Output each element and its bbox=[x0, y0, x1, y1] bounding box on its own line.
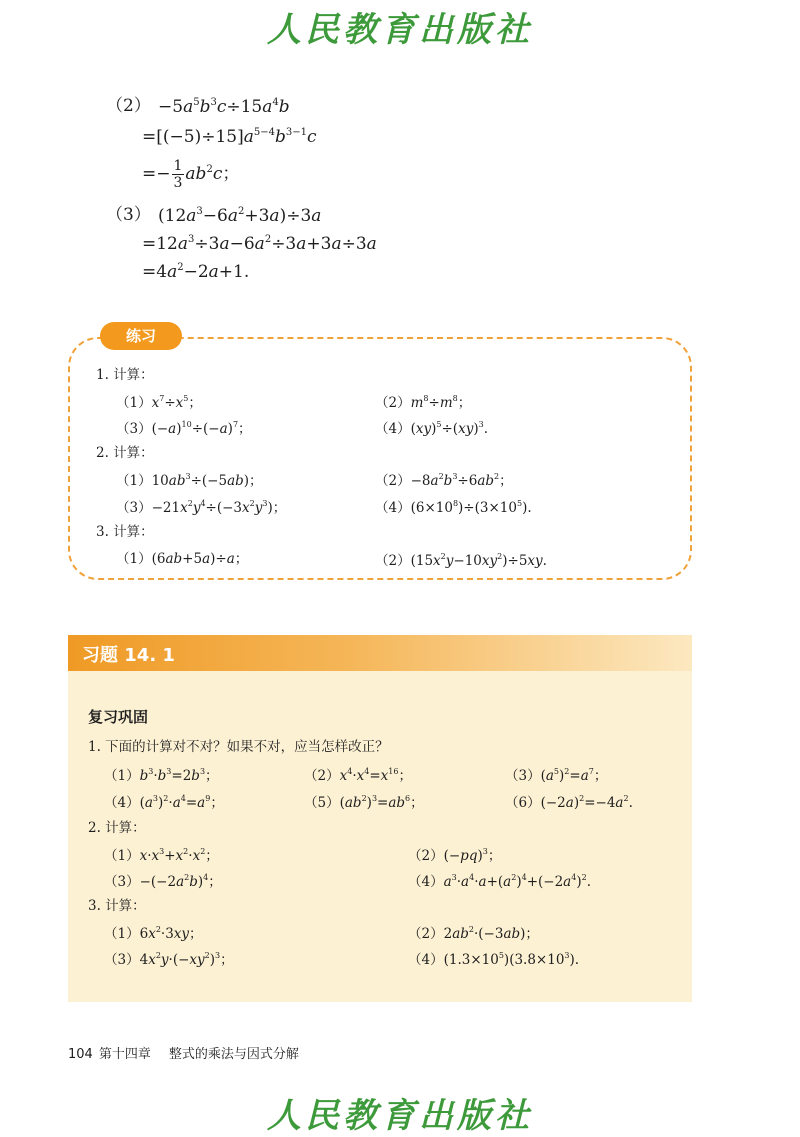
exercise-q2-item-1: $(1)x\cdot x^3+x^2\cdot x^2$； bbox=[104, 847, 219, 864]
page-number: 104 bbox=[68, 1047, 93, 1062]
exercise-q2-label: 2. 计算： bbox=[88, 820, 146, 836]
example-item-2-line1: $-5a^5b^3c\div 15a^4b$ bbox=[158, 97, 290, 117]
practice-q2-item-1: $(1)10ab^3\div(-5ab)$； bbox=[116, 472, 263, 489]
practice-q1-item-1: $(1)x^7\div x^5$； bbox=[116, 394, 202, 411]
chapter-title: 整式的乘法与因式分解 bbox=[168, 1047, 299, 1062]
exercise-q1-label: 1. 下面的计算对不对？如果不对，应当怎样改正？ bbox=[88, 739, 389, 755]
exercise-q2-item-4: $(4)a^3\cdot a^4\cdot a+(a^2)^4+(-2a^4)^2$. bbox=[408, 873, 591, 890]
exercise-panel bbox=[68, 635, 692, 1002]
example-item-3-line3: $=4a^2-2a+1$. bbox=[142, 262, 250, 282]
exercise-q3-item-3: $(3)4x^2y\cdot(-xy^2)^3$； bbox=[104, 951, 234, 968]
publisher-logo-bottom: 人民教育出版社 bbox=[267, 1096, 533, 1136]
example-item-2-line2: $=[(-5)\div 15]a^{5-4}b^{3-1}c$ bbox=[142, 127, 317, 147]
practice-q2-item-3: $(3)-21x^2y^4\div(-3x^2y^3)$； bbox=[116, 499, 287, 516]
publisher-logo-top: 人民教育出版社 bbox=[267, 10, 533, 50]
page-footer bbox=[68, 1043, 299, 1062]
practice-q2-item-4: $(4)(6\times 10^8)\div(3\times 10^5)$. bbox=[375, 499, 532, 516]
example-item-2-label: （2） bbox=[106, 96, 151, 116]
exercise-subtitle: 复习巩固 bbox=[88, 708, 149, 726]
practice-q1-item-2: $(2)m^8\div m^8$； bbox=[375, 394, 472, 411]
practice-q1-label: 1. 计算： bbox=[96, 367, 154, 383]
fraction-one-third: $\frac{1}{3}$ bbox=[173, 158, 183, 192]
exercise-q1-item-3: $(3)(a^5)^2=a^7$； bbox=[505, 767, 608, 784]
exercise-q1-item-1: $(1)b^3\cdot b^3=2b^3$； bbox=[104, 767, 219, 784]
exercise-q2-item-3: $(3)-(-2a^2b)^4$； bbox=[104, 873, 222, 890]
exercise-q3-item-4: $(4)(1.3\times 10^5)(3.8\times 10^3)$. bbox=[408, 951, 580, 968]
example-item-3-label: （3） bbox=[106, 205, 151, 225]
practice-q2-item-2: $(2)-8a^2b^3\div 6ab^2$； bbox=[375, 472, 513, 489]
practice-q3-item-1: （1）(6ab+5a)÷a； bbox=[116, 551, 249, 567]
exercise-q1-item-4: $(4)(a^3)^2\cdot a^4=a^9$； bbox=[104, 794, 224, 811]
exercise-q3-item-1: $(1)6x^2\cdot 3xy$； bbox=[104, 925, 203, 942]
exercise-q2-item-2: $(2)(-pq)^3$； bbox=[408, 847, 502, 864]
practice-q3-label: 3. 计算： bbox=[96, 524, 154, 540]
exercise-q3-item-2: $(2)2ab^2\cdot(-3ab)$； bbox=[408, 925, 539, 942]
exercise-q1-item-5: $(5)(ab^2)^3=ab^6$； bbox=[304, 794, 424, 811]
exercise-q3-label: 3. 计算： bbox=[88, 898, 146, 914]
practice-q1-item-4: （4）(xy)$^5$÷(xy)$^3$. bbox=[375, 420, 488, 437]
practice-q3-item-2: $(2)(15x^2y-10xy^2)\div 5xy$. bbox=[375, 552, 547, 569]
exercise-q1-item-2: $(2)x^4\cdot x^4=x^{16}$； bbox=[304, 767, 412, 784]
practice-tag: 练习 bbox=[100, 322, 182, 350]
practice-box bbox=[68, 337, 692, 580]
example-item-3-line1: $(12a^3-6a^2+3a)\div 3a$ bbox=[158, 206, 322, 226]
exercise-q1-item-6: $(6)(-2a)^2=-4a^2$. bbox=[505, 794, 633, 811]
exercise-title: 习题 14. 1 bbox=[82, 645, 175, 666]
practice-q1-item-3: $(3)(-a)^{10}\div(-a)^7$； bbox=[116, 420, 252, 437]
example-item-2-line3: =− $\frac{1}{3}$ $ab^2c$； bbox=[142, 158, 240, 192]
practice-q2-label: 2. 计算： bbox=[96, 445, 154, 461]
example-item-3-line2: $=12a^3\div 3a-6a^2\div 3a+3a\div 3a$ bbox=[142, 234, 377, 254]
chapter-label: 第十四章 bbox=[98, 1047, 151, 1062]
